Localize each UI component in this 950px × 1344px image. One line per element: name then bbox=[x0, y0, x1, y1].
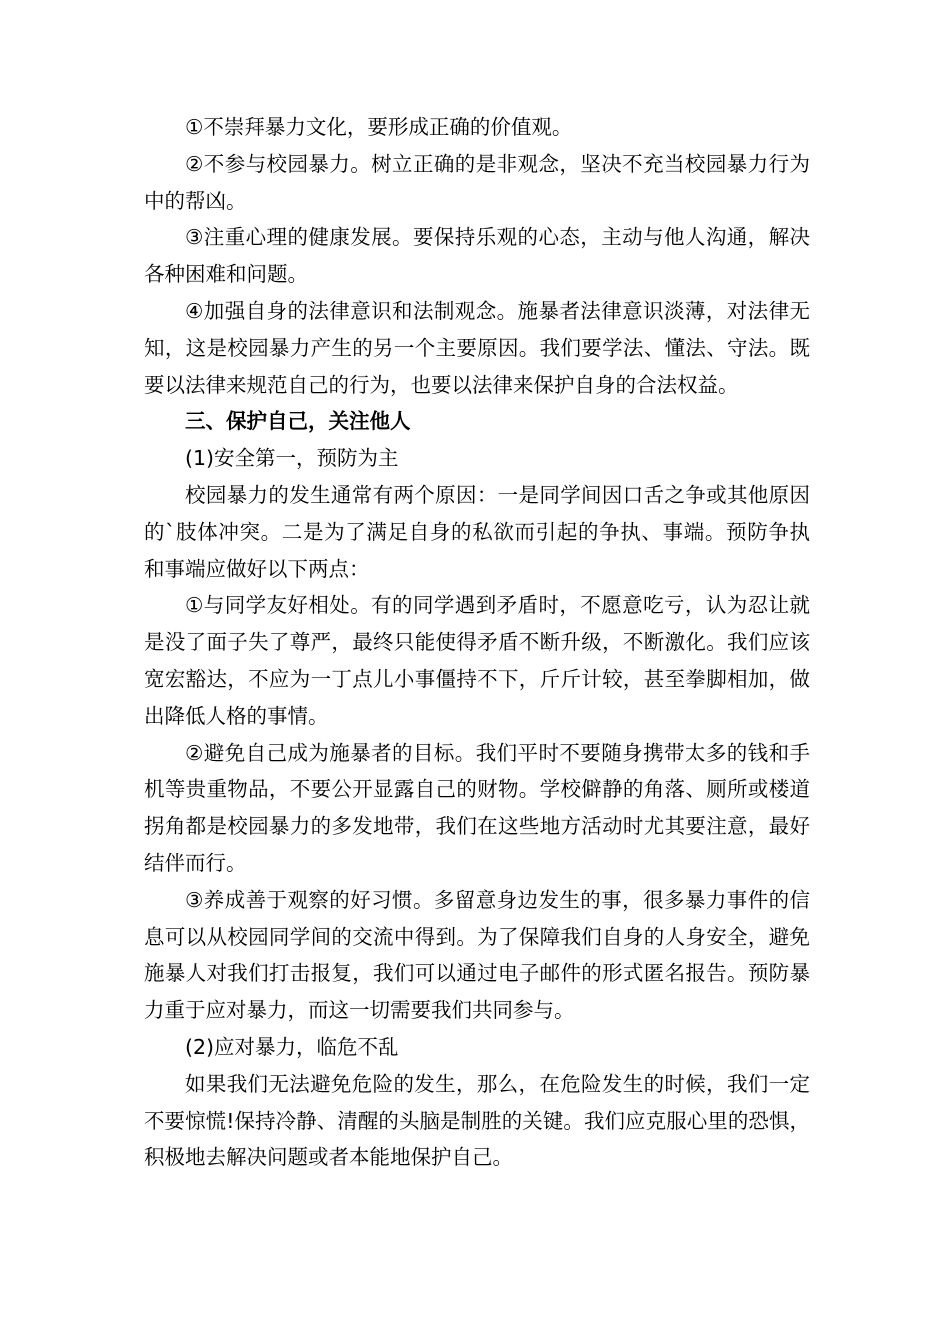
subsection-heading-1: (1)安全第一，预防为主 bbox=[185, 446, 399, 471]
paragraph-1: ①不崇拜暴力文化，要形成正确的价值观。 bbox=[185, 115, 573, 139]
paragraph-2: ②不参与校园暴力。树立正确的是非观念，坚决不充当校园暴力行为中的帮凶。 bbox=[144, 151, 810, 213]
paragraph-3: ③注重心理的健康发展。要保持乐观的心态，主动与他人沟通，解决各种困难和问题。 bbox=[144, 225, 810, 287]
paragraph-8: ③养成善于观察的好习惯。多留意身边发生的事，很多暴力事件的信息可以从校园同学间的交流中得到。为了保障我们自身的人身安全，避免施暴人对我们打击报复，我们可以通过电子邮件的形式匿名报告。预防暴力重于应对暴力，而这一切需要我们共同参与。 bbox=[144, 887, 810, 1023]
paragraph-9: 如果我们无法避免危险的发生，那么，在危险发生的时候，我们一定不要惊慌!保持冷静、清醒的头脑是制胜的关键。我们应克服心里的恐惧，积极地去解决问题或者本能地保护自己。 bbox=[144, 1071, 810, 1170]
paragraph-5: 校园暴力的发生通常有两个原因：一是同学间因口舌之争或其他原因的`肢体冲突。二是为了满足自身的私欲而引起的争执、事端。预防争执和事端应做好以下两点： bbox=[144, 482, 810, 581]
paragraph-7: ②避免自己成为施暴者的目标。我们平时不要随身携带太多的钱和手机等贵重物品，不要公开显露自己的财物。学校僻静的角落、厕所或楼道拐角都是校园暴力的多发地带，我们在这些地方活动时尤其要注意，最好结伴而行。 bbox=[144, 740, 810, 875]
section-heading: 三、保护自己，关注他人 bbox=[185, 409, 411, 434]
paragraph-6: ①与同学友好相处。有的同学遇到矛盾时，不愿意吃亏，认为忍让就是没了面子失了尊严，最终只能使得矛盾不断升级，不断激化。我们应该宽宏豁达，不应为一丁点儿小事僵持不下，斤斤计较，甚至拳脚相加，做出降低人格的事情。 bbox=[144, 593, 810, 728]
document-body bbox=[144, 109, 810, 1176]
paragraph-4: ④加强自身的法律意识和法制观念。施暴者法律意识淡薄，对法律无知，这是校园暴力产生的另一个主要原因。我们要学法、懂法、守法。既要以法律来规范自己的行为，也要以法律来保护自身的合法权益。 bbox=[144, 298, 810, 397]
subsection-heading-2: (2)应对暴力，临危不乱 bbox=[185, 1034, 399, 1059]
